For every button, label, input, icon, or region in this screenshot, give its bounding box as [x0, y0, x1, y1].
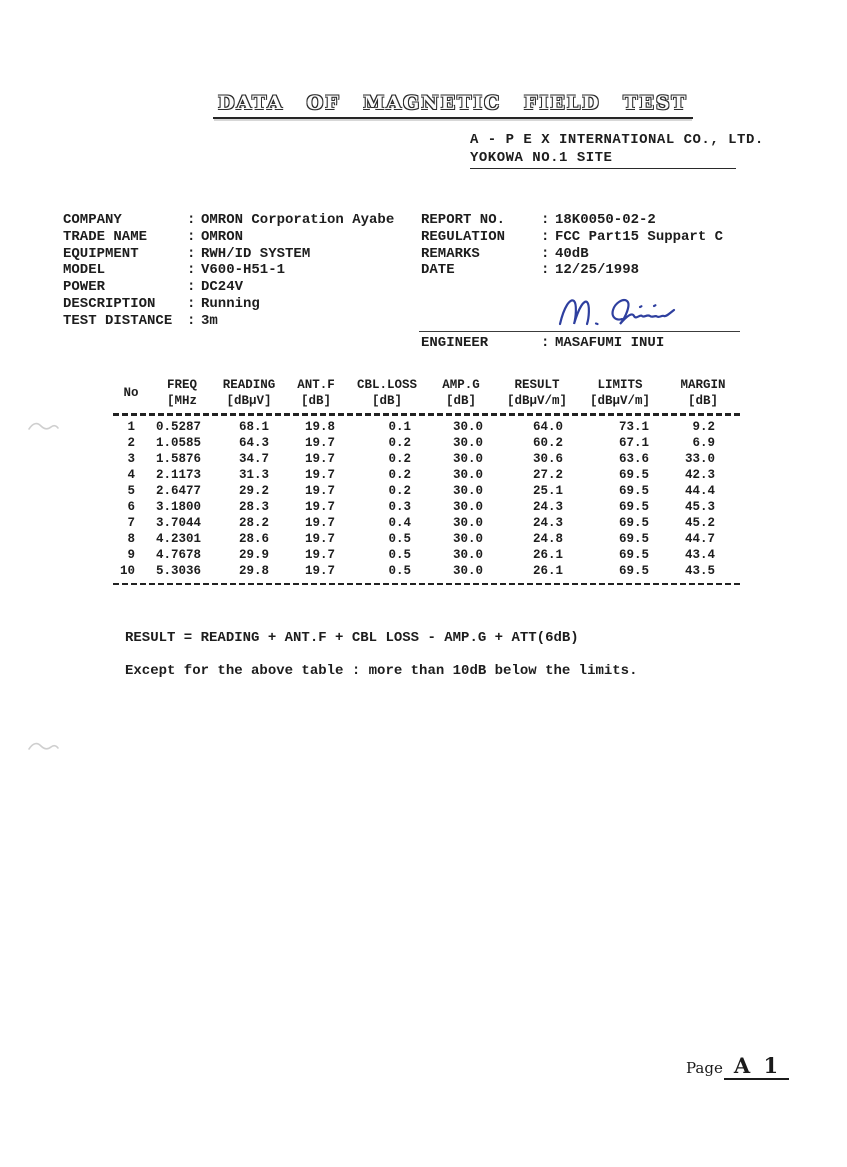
info-row-engineer	[421, 335, 664, 352]
field-label: TRADE NAME	[63, 228, 148, 245]
table-row	[113, 419, 743, 435]
table-cell: 64.0	[532, 419, 563, 434]
table-cell: 0.3	[388, 499, 411, 514]
table-cell: 68.1	[238, 419, 269, 434]
table-cell: 28.6	[238, 531, 269, 546]
column-header: ANT.F [dB]	[297, 378, 335, 408]
field-label: POWER	[63, 279, 106, 296]
table-cell: 24.8	[532, 531, 563, 546]
field-label: REMARKS	[421, 245, 480, 262]
table-cell: 31.3	[238, 467, 269, 482]
field-value: RWH/ID SYSTEM	[201, 245, 311, 262]
field-value: 40dB	[555, 245, 589, 262]
dashed-separator-bottom	[113, 583, 743, 586]
table-row	[113, 547, 743, 563]
table-cell: 30.0	[452, 563, 483, 578]
colon-separator: :	[541, 335, 550, 351]
table-cell: 4	[127, 467, 135, 482]
table-cell: 1.0585	[155, 435, 201, 450]
info-row-remarks	[421, 246, 723, 263]
table-cell: 4.2301	[155, 531, 201, 546]
limits-remark: Except for the above table : more than 10dB below the limits.	[125, 663, 638, 679]
table-cell: 69.5	[618, 483, 649, 498]
page-label: Page	[686, 1059, 723, 1077]
table-cell: 63.6	[618, 451, 649, 466]
table-cell: 45.2	[684, 515, 715, 530]
table-cell: 26.1	[532, 563, 563, 578]
column-header: LIMITS [dBμV/m]	[589, 378, 650, 408]
field-value: FCC Part15 Suppart C	[555, 228, 724, 245]
table-cell: 3.7044	[155, 515, 201, 530]
table-cell: 5	[127, 483, 135, 498]
page-number: A 1	[724, 1053, 789, 1080]
table-cell: 67.1	[618, 435, 649, 450]
colon-separator: :	[187, 279, 196, 296]
table-cell: 0.5287	[155, 419, 201, 434]
table-cell: 69.5	[618, 499, 649, 514]
table-row	[113, 531, 743, 547]
table-cell: 44.4	[684, 483, 715, 498]
colon-separator: :	[541, 212, 550, 228]
table-cell: 69.5	[618, 515, 649, 530]
field-label: REGULATION	[421, 228, 506, 245]
table-cell: 69.5	[618, 467, 649, 482]
site-name: YOKOWA NO.1 SITE	[470, 150, 736, 169]
table-row	[113, 515, 743, 531]
colon-separator: :	[541, 245, 550, 262]
table-cell: 1.5876	[155, 451, 201, 466]
table-cell: 24.3	[532, 499, 563, 514]
field-value: DC24V	[201, 279, 244, 296]
signature-line	[419, 331, 740, 332]
table-cell: 6	[127, 499, 135, 514]
table-row	[113, 451, 743, 467]
table-cell: 69.5	[618, 563, 649, 578]
table-cell: 9	[127, 547, 135, 562]
page-footer	[686, 1053, 789, 1080]
equipment-info-block	[63, 212, 394, 330]
table-cell: 30.0	[452, 547, 483, 562]
table-cell: 25.1	[532, 483, 563, 498]
table-cell: 7	[127, 515, 135, 530]
table-cell: 9.2	[692, 419, 715, 434]
table-cell: 8	[127, 531, 135, 546]
table-cell: 30.0	[452, 451, 483, 466]
table-cell: 33.0	[684, 451, 715, 466]
info-row-company	[63, 212, 394, 229]
colon-separator: :	[187, 262, 196, 279]
scan-mark-icon	[26, 736, 60, 756]
table-cell: 19.7	[304, 435, 335, 450]
table-cell: 0.2	[388, 451, 411, 466]
table-cell: 0.1	[388, 419, 411, 434]
table-row	[113, 499, 743, 515]
column-header: READING [dBμV]	[222, 378, 276, 408]
table-cell: 0.2	[388, 467, 411, 482]
info-row-date	[421, 262, 723, 279]
table-cell: 30.0	[452, 515, 483, 530]
table-cell: 19.7	[304, 563, 335, 578]
table-cell: 30.6	[532, 451, 563, 466]
field-label: MODEL	[63, 262, 106, 279]
column-header: AMP.G [dB]	[442, 378, 480, 408]
field-value: OMRON Corporation Ayabe	[201, 212, 395, 228]
info-row-test-distance	[63, 313, 394, 330]
table-cell: 30.0	[452, 531, 483, 546]
field-label: TEST DISTANCE	[63, 312, 173, 329]
table-cell: 19.8	[304, 419, 335, 434]
table-cell: 29.8	[238, 563, 269, 578]
table-cell: 4.7678	[155, 547, 201, 562]
colon-separator: :	[541, 228, 550, 245]
table-cell: 19.7	[304, 499, 335, 514]
table-cell: 45.3	[684, 499, 715, 514]
table-cell: 43.4	[684, 547, 715, 562]
field-label: COMPANY	[63, 212, 122, 228]
field-value: MASAFUMI INUI	[555, 335, 665, 351]
table-cell: 69.5	[618, 547, 649, 562]
table-cell: 30.0	[452, 483, 483, 498]
table-cell: 24.3	[532, 515, 563, 530]
table-cell: 64.3	[238, 435, 269, 450]
table-cell: 30.0	[452, 435, 483, 450]
table-cell: 0.5	[388, 563, 411, 578]
document-title: DATA OF MAGNETIC FIELD TEST	[213, 92, 693, 119]
table-cell: 3.1800	[155, 499, 201, 514]
field-value: 18K0050-02-2	[555, 212, 656, 228]
table-body	[113, 419, 743, 579]
dashed-separator-top	[113, 413, 743, 416]
colon-separator: :	[187, 312, 196, 329]
table-cell: 44.7	[684, 531, 715, 546]
info-row-report-no	[421, 212, 723, 229]
table-cell: 5.3036	[155, 563, 201, 578]
measurement-table	[113, 377, 743, 588]
column-header: RESULT [dBμV/m]	[506, 378, 567, 408]
table-cell: 19.7	[304, 531, 335, 546]
table-cell: 42.3	[684, 467, 715, 482]
table-cell: 19.7	[304, 483, 335, 498]
table-cell: 73.1	[618, 419, 649, 434]
report-info-block	[421, 212, 723, 279]
colon-separator: :	[541, 262, 550, 279]
table-cell: 19.7	[304, 451, 335, 466]
info-row-trade-name	[63, 229, 394, 246]
field-value: 3m	[201, 312, 218, 329]
organization-name: A - P E X INTERNATIONAL CO., LTD.	[470, 132, 764, 148]
table-cell: 26.1	[532, 547, 563, 562]
table-cell: 0.5	[388, 531, 411, 546]
info-row-power	[63, 279, 394, 296]
info-row-model	[63, 262, 394, 279]
table-cell: 19.7	[304, 547, 335, 562]
field-value: V600-H51-1	[201, 262, 286, 279]
table-cell: 28.2	[238, 515, 269, 530]
table-cell: 34.7	[238, 451, 269, 466]
table-cell: 19.7	[304, 515, 335, 530]
field-label: EQUIPMENT	[63, 245, 139, 262]
field-label: DATE	[421, 262, 455, 279]
table-cell: 27.2	[532, 467, 563, 482]
table-row	[113, 483, 743, 499]
table-cell: 30.0	[452, 467, 483, 482]
table-cell: 6.9	[692, 435, 715, 450]
field-label: DESCRIPTION	[63, 295, 156, 312]
table-cell: 19.7	[304, 467, 335, 482]
column-header: No	[123, 386, 139, 400]
engineer-signature-icon	[556, 293, 746, 331]
table-row	[113, 435, 743, 451]
colon-separator: :	[187, 295, 196, 312]
column-header: MARGIN [dB]	[680, 378, 726, 408]
table-cell: 3	[127, 451, 135, 466]
table-cell: 0.4	[388, 515, 411, 530]
table-cell: 29.9	[238, 547, 269, 562]
info-row-description	[63, 296, 394, 313]
table-cell: 30.0	[452, 499, 483, 514]
table-cell: 43.5	[684, 563, 715, 578]
table-cell: 2.1173	[155, 467, 201, 482]
table-cell: 10	[119, 563, 135, 578]
colon-separator: :	[187, 228, 196, 245]
colon-separator: :	[187, 245, 196, 262]
table-cell: 1	[127, 419, 135, 434]
table-cell: 2	[127, 435, 135, 450]
field-value: OMRON	[201, 228, 244, 245]
scan-mark-icon	[26, 416, 60, 436]
table-cell: 0.2	[388, 435, 411, 450]
table-cell: 0.5	[388, 547, 411, 562]
field-value: 12/25/1998	[555, 262, 640, 279]
result-formula: RESULT = READING + ANT.F + CBL LOSS - AMP.G + ATT(6dB)	[125, 630, 579, 646]
table-row	[113, 563, 743, 579]
table-cell: 29.2	[238, 483, 269, 498]
table-cell: 0.2	[388, 483, 411, 498]
table-cell: 28.3	[238, 499, 269, 514]
table-row	[113, 467, 743, 483]
table-cell: 30.0	[452, 419, 483, 434]
field-label: ENGINEER	[421, 335, 489, 351]
info-row-regulation	[421, 229, 723, 246]
info-row-equipment	[63, 246, 394, 263]
table-header	[113, 377, 743, 419]
column-header: FREQ [MHz	[166, 378, 197, 408]
table-cell: 2.6477	[155, 483, 201, 498]
field-value: Running	[201, 295, 260, 312]
colon-separator: :	[187, 212, 196, 228]
table-cell: 69.5	[618, 531, 649, 546]
column-header: CBL.LOSS [dB]	[356, 378, 417, 408]
field-label: REPORT NO.	[421, 212, 506, 228]
table-cell: 60.2	[532, 435, 563, 450]
